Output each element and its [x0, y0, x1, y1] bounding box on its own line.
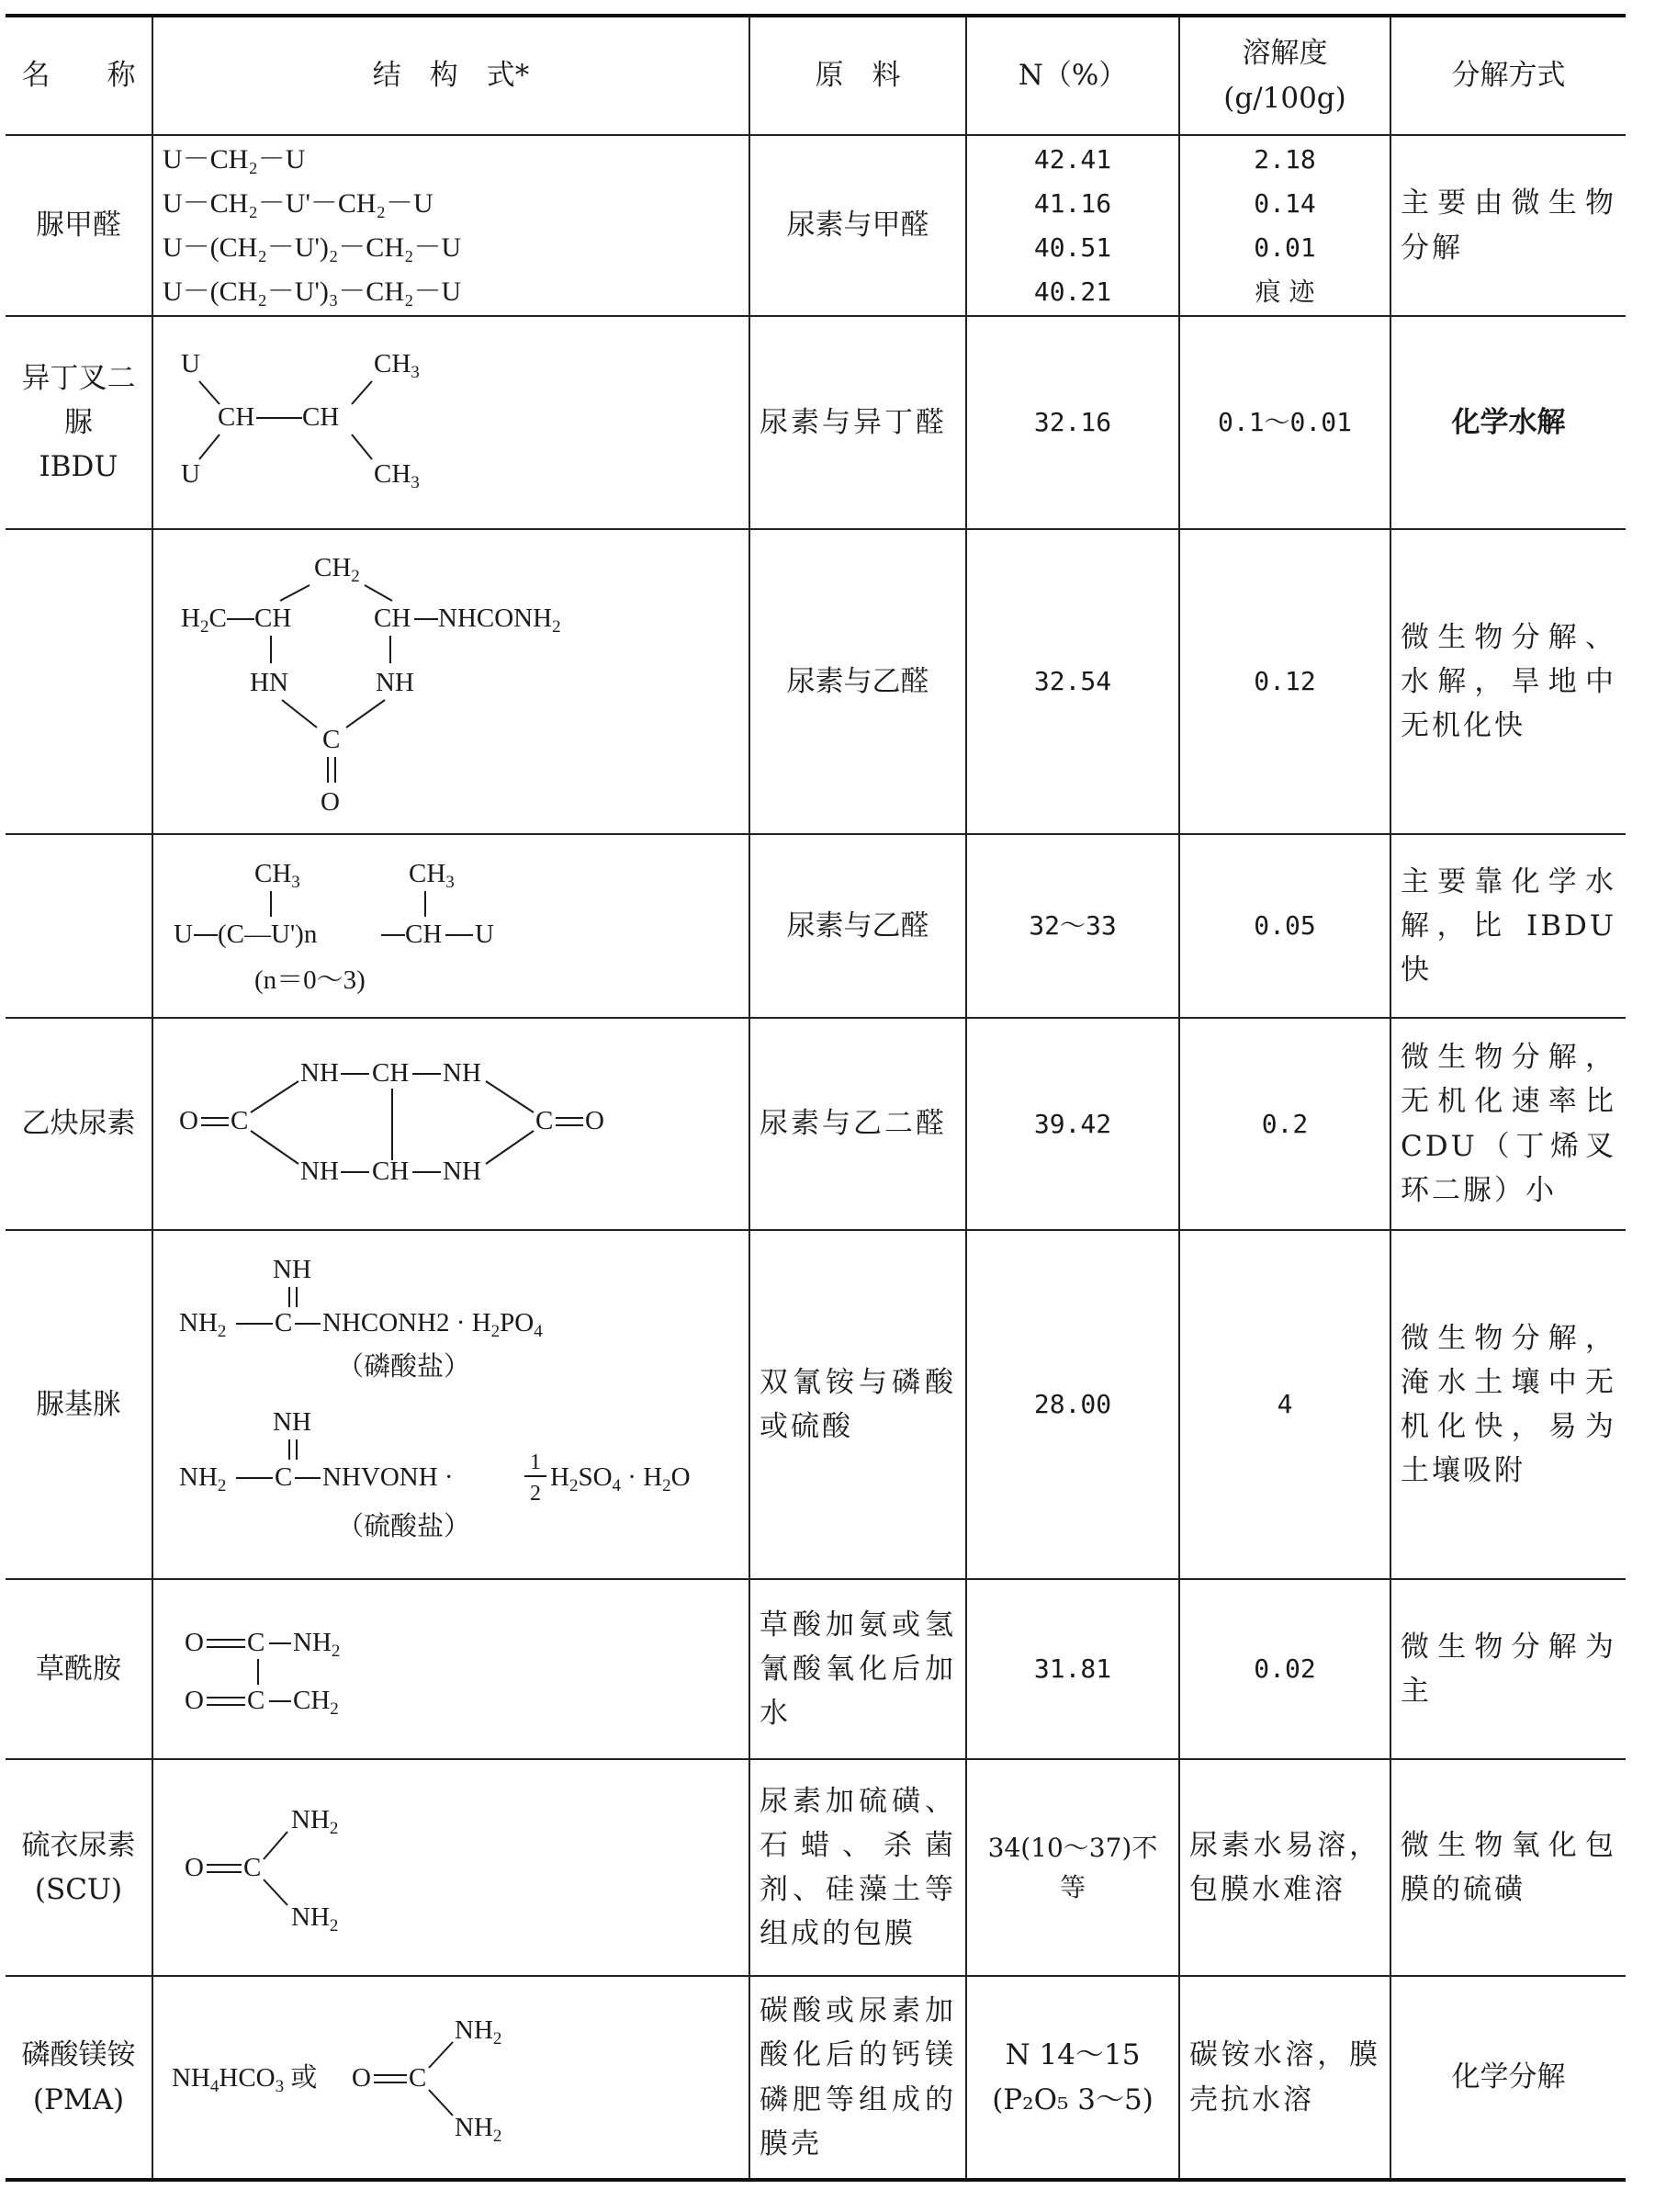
row-name-cn: 异丁叉二脲	[21, 361, 136, 439]
n-value: 40.21	[1033, 276, 1112, 307]
row-name: 脲甲醛	[6, 135, 152, 316]
atom-ch3: $CH_3$	[409, 859, 455, 892]
row-name: 脲基脒	[6, 1230, 152, 1579]
row-name-abbr: (PMA)	[32, 2082, 125, 2116]
table-row	[6, 316, 1626, 529]
row-solubility: 0.1～0.01	[1179, 316, 1390, 529]
atom-u: U	[181, 459, 200, 489]
row-solubility: 0.12	[1179, 529, 1390, 834]
row-n-percent: 28.00	[966, 1230, 1179, 1579]
atom-u: U	[475, 920, 494, 949]
solubility-value: 0.14	[1254, 187, 1316, 219]
bond	[429, 2090, 453, 2116]
row-name: 乙炔尿素	[6, 1018, 152, 1230]
atom-ch3: $CH_3$	[374, 459, 420, 492]
bond	[199, 434, 220, 459]
ammonium-bicarbonate: $NH_4HCO_3$ 或	[172, 2062, 318, 2096]
structure-diagram	[163, 1609, 438, 1729]
atom-ch: CH	[302, 402, 340, 432]
row-solubility	[1179, 135, 1390, 316]
n-value: 40.51	[1033, 231, 1112, 263]
n-value: N 14～15	[1005, 2038, 1141, 2072]
atom-o: O	[185, 1853, 204, 1882]
atom-c: C	[231, 1105, 249, 1135]
fraction-denominator: 2	[530, 1482, 541, 1506]
bond	[429, 2042, 453, 2068]
header-name: 名 称	[6, 16, 152, 135]
table-row	[6, 529, 1626, 834]
bond	[486, 1131, 534, 1164]
sulfate-formula-part: NHVONH ·	[322, 1462, 454, 1492]
atom-o: O	[185, 1628, 204, 1657]
atom-c: C	[275, 1308, 293, 1337]
atom-hn: HN	[250, 668, 288, 697]
bond	[280, 585, 310, 601]
structure-diagram	[163, 344, 548, 501]
solubility-value: 痕 迹	[1255, 276, 1315, 307]
table-row	[6, 834, 1626, 1018]
n-range: (n＝0～3)	[254, 965, 366, 995]
row-structure	[152, 135, 749, 316]
row-name-abbr: IBDU	[39, 450, 118, 484]
row-decomposition: 微生物氧化包膜的硫磺	[1390, 1759, 1626, 1976]
atom-nh2: $NH_2$	[179, 1462, 227, 1495]
atom-nh2: $NH_2$	[291, 1805, 339, 1838]
atom-c: C	[247, 1686, 265, 1715]
atom-c: C	[535, 1105, 554, 1135]
atom-ch3: $CH_3$	[254, 859, 300, 892]
header-decomposition: 分解方式	[1390, 16, 1626, 135]
header-row	[6, 16, 1626, 135]
bond	[264, 1879, 287, 1905]
fraction-numerator: 1	[530, 1450, 541, 1474]
n-value: 41.16	[1033, 187, 1112, 219]
row-structure	[152, 1759, 749, 1976]
bond	[486, 1081, 534, 1112]
atom-u: U	[174, 920, 193, 949]
row-decomposition: 微生物分解，无机化速率比 CDU（丁烯叉环二脲）小	[1390, 1018, 1626, 1230]
row-name-cn: 硫衣尿素	[21, 1828, 136, 1862]
row-solubility: 0.2	[1179, 1018, 1390, 1230]
table-row	[6, 1976, 1626, 2180]
row-material: 尿素与乙醛	[749, 834, 966, 1018]
structure-line: U－CH₂－U'－CH₂－U	[163, 187, 433, 219]
atom-nh2: $NH_2$	[293, 1628, 341, 1661]
row-n-percent: 31.81	[966, 1579, 1179, 1759]
bond	[251, 1131, 298, 1164]
atom-u: U	[181, 349, 200, 378]
row-decomposition: 主要靠化学水解，比 IBDU 快	[1390, 834, 1626, 1018]
header-material: 原 料	[749, 16, 966, 135]
row-material: 碳酸或尿素加酸化后的钙镁磷肥等组成的膜壳	[749, 1976, 966, 2180]
structure-diagram	[163, 1248, 741, 1561]
atom-o: O	[585, 1105, 604, 1135]
bond	[365, 585, 392, 601]
row-solubility: 0.05	[1179, 834, 1390, 1018]
row-material: 尿素与甲醛	[749, 135, 966, 316]
header-solubility-unit: (g/100g)	[1223, 81, 1346, 115]
row-decomposition: 微生物分解、水解，旱地中无机化快	[1390, 529, 1626, 834]
row-decomposition: 主要由微生物分解	[1390, 135, 1626, 316]
header-solubility	[1179, 16, 1390, 135]
row-material: 尿素与异丁醛	[749, 316, 966, 529]
structure-diagram	[163, 852, 603, 999]
row-structure	[152, 1579, 749, 1759]
structure-line: U－(CH₂－U')₃－CH₂－U	[163, 276, 462, 307]
row-material: 草酸加氨或氢氰酸氧化后加水	[749, 1579, 966, 1759]
row-structure	[152, 1018, 749, 1230]
row-name	[6, 529, 152, 834]
atom-c: C	[322, 725, 341, 754]
row-name-cn: 磷酸镁铵	[21, 2038, 136, 2072]
atom-o: O	[179, 1105, 198, 1135]
atom-o: O	[352, 2062, 371, 2093]
table-row	[6, 1759, 1626, 1976]
atom-ch2: $CH_2$	[293, 1686, 339, 1719]
row-name	[6, 316, 152, 529]
structure-diagram	[163, 1799, 438, 1936]
atom-nh: NH	[273, 1407, 311, 1437]
row-solubility: 0.02	[1179, 1579, 1390, 1759]
atom-nh: NH	[376, 668, 414, 697]
row-solubility: 尿素水易溶，包膜水难溶	[1179, 1759, 1390, 1976]
row-decomposition: 微生物分解为主	[1390, 1579, 1626, 1759]
row-solubility: 4	[1179, 1230, 1390, 1579]
atom-c: C	[275, 1462, 293, 1492]
row-name: 草酰胺	[6, 1579, 152, 1759]
n-value: 42.41	[1033, 143, 1112, 175]
bond	[346, 700, 385, 728]
structure-line: U－CH₂－U	[163, 143, 306, 175]
atom-ch: CH	[372, 1057, 410, 1088]
structure-diagram	[163, 2009, 585, 2147]
atom-ch: CH	[218, 402, 255, 432]
row-material: 尿素加硫磺、石蜡、杀菌剂、硅藻土等组成的包膜	[749, 1759, 966, 1976]
structure-line: U－(CH₂－U')₂－CH₂－U	[163, 231, 462, 263]
salt-label: （硫酸盐）	[337, 1512, 471, 1541]
row-material: 双氰铵与磷酸或硫酸	[749, 1230, 966, 1579]
atom-nh: NH	[273, 1255, 311, 1284]
atom-nh: NH	[300, 1156, 339, 1186]
row-solubility: 碳铵水溶，膜壳抗水溶	[1179, 1976, 1390, 2180]
atom-c: C	[247, 1628, 265, 1657]
structure-diagram	[163, 544, 640, 819]
row-decomposition: 化学分解	[1390, 1976, 1626, 2180]
row-n-percent: 39.42	[966, 1018, 1179, 1230]
repeat-unit: (C—U')n	[218, 920, 318, 949]
phosphate-formula: NHCONH2 · $H_2PO_4$	[322, 1308, 543, 1341]
row-n-percent: 34(10～37)不等	[966, 1759, 1179, 1976]
bond	[264, 1832, 287, 1859]
atom-nh2: $NH_2$	[291, 1902, 339, 1936]
atom-c: C	[409, 2062, 427, 2093]
row-material: 尿素与乙二醛	[749, 1018, 966, 1230]
row-decomposition: 化学水解	[1390, 316, 1626, 529]
solubility-value: 2.18	[1254, 143, 1316, 175]
row-structure	[152, 316, 749, 529]
header-solubility-label: 溶解度	[1242, 37, 1328, 71]
atom-o: O	[185, 1686, 204, 1715]
fertilizer-table	[6, 14, 1626, 2182]
row-name-abbr: (SCU)	[34, 1873, 123, 1906]
atom-nhconh2: $NHCONH_2$	[438, 604, 561, 637]
row-name	[6, 834, 152, 1018]
header-structure: 结 构 式*	[152, 16, 749, 135]
row-structure	[152, 529, 749, 834]
atom-ch: CH	[374, 604, 411, 633]
row-decomposition: 微生物分解，淹水土壤中无机化快，易为土壤吸附	[1390, 1230, 1626, 1579]
atom-nh2: $NH_2$	[455, 2112, 502, 2146]
solubility-value: 0.01	[1254, 231, 1316, 263]
row-name	[6, 1976, 152, 2180]
row-structure	[152, 1976, 749, 2180]
table-row	[6, 135, 1626, 316]
bond	[352, 434, 372, 459]
atom-ch: CH	[405, 920, 443, 949]
atom-nh: NH	[300, 1057, 339, 1088]
bond	[282, 700, 317, 728]
row-n-percent: 32～33	[966, 834, 1179, 1018]
row-name	[6, 1759, 152, 1976]
row-n-percent	[966, 1976, 1179, 2180]
atom-h2c: $H_2C$	[181, 604, 227, 637]
n-value-p2o5: (P₂O₅ 3～5)	[992, 2082, 1154, 2116]
atom-ch: CH	[372, 1156, 410, 1186]
atom-ch: CH	[254, 604, 292, 633]
row-structure	[152, 1230, 749, 1579]
bond	[352, 381, 372, 404]
atom-ch2: $CH_2$	[314, 553, 360, 586]
atom-c: C	[243, 1853, 262, 1882]
atom-nh: NH	[443, 1156, 481, 1186]
table-row	[6, 1230, 1626, 1579]
row-n-percent: 32.16	[966, 316, 1179, 529]
bond	[251, 1081, 298, 1112]
atom-nh2: $NH_2$	[455, 2014, 502, 2048]
sulfate-formula: $H_2SO_4 \cdot H_2O$	[550, 1462, 691, 1495]
table-row	[6, 1018, 1626, 1230]
row-n-percent	[966, 135, 1179, 316]
row-n-percent: 32.54	[966, 529, 1179, 834]
atom-nh2: $NH_2$	[179, 1308, 227, 1341]
atom-ch3: $CH_3$	[374, 349, 420, 382]
row-material: 尿素与乙醛	[749, 529, 966, 834]
atom-nh: NH	[443, 1057, 481, 1088]
table-row	[6, 1579, 1626, 1759]
row-structure	[152, 834, 749, 1018]
salt-label: （磷酸盐）	[337, 1352, 471, 1382]
structure-diagram	[163, 1046, 640, 1202]
atom-o: O	[321, 787, 340, 817]
header-n-percent: N（%）	[966, 16, 1179, 135]
bond	[199, 381, 220, 404]
